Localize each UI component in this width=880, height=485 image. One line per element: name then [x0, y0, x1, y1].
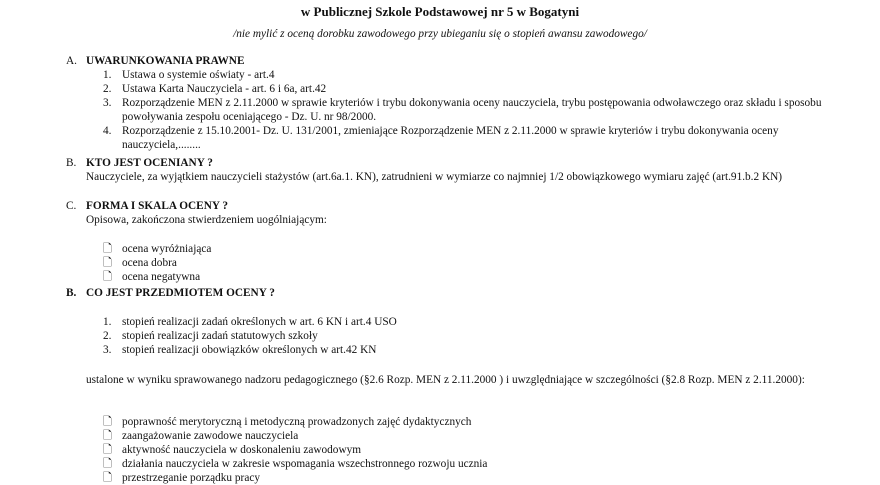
- list-item: 2. Ustawa Karta Nauczyciela - art. 6 i 6a, art.42: [103, 83, 327, 95]
- page-bullet-icon: 🗋: [103, 444, 112, 456]
- section-heading-text: KTO JEST OCENIANY ?: [86, 157, 213, 169]
- section-heading-text: UWARUNKOWANIA PRAWNE: [86, 55, 245, 67]
- list-item: 🗋 ocena negatywna: [103, 271, 201, 283]
- section-letter: B.: [66, 157, 77, 169]
- document-title: w Publicznej Szkole Podstawowej nr 5 w Bogatyni: [300, 4, 580, 19]
- assessment-subject-list: [103, 315, 823, 357]
- list-item: 3. Rozporządzenie MEN z 2.11.2000 w sprawie kryteriów i trybu dokonywania oceny nauczyciela, trybu postępowania odwoławczego oraz składu i sposobu powoływania zespołu oceniającego - Dz. U. nr 98/2000.: [103, 97, 822, 123]
- section-b-text: Nauczyciele, za wyjątkiem nauczycieli stażystów (art.6a.1. KN), zatrudnieni w wymiarze co najmniej 1/2 obowiązkowego wymiaru zajęć (art.91.b.2 KN): [86, 171, 783, 183]
- page-bullet-icon: 🗋: [103, 458, 112, 470]
- list-item: 1. stopień realizacji zadań określonych w art. 6 KN i art.4 USO: [103, 316, 397, 328]
- page-bullet-icon: 🗋: [103, 472, 112, 484]
- section-heading-text: CO JEST PRZEDMIOTEM OCENY ?: [86, 287, 275, 299]
- section-letter: B.: [66, 287, 77, 299]
- section-heading-text: FORMA I SKALA OCENY ?: [86, 200, 229, 212]
- page-bullet-icon: 🗋: [103, 243, 112, 255]
- list-item: 🗋 zaangażowanie zawodowe nauczyciela: [103, 430, 299, 442]
- page-bullet-icon: 🗋: [103, 271, 112, 283]
- document-subtitle: /nie mylić z oceną dorobku zawodowego przy ubieganiu się o stopień awansu zawodowego/: [233, 28, 647, 40]
- section-subject-text: ustalone w wyniku sprawowanego nadzoru pedagogicznego (§2.6 Rozp. MEN z 2.11.2000 ) i uwzględniające w szczególności (§2.8 Rozp. MEN z 2.11.2000):: [86, 374, 805, 386]
- rating-scale-list: [103, 242, 823, 284]
- criteria-list: [103, 415, 823, 485]
- page-bullet-icon: 🗋: [103, 257, 112, 269]
- list-item: 3. stopień realizacji obowiązków określonych w art.42 KN: [103, 344, 377, 356]
- list-item: 4. Rozporządzenie z 15.10.2001- Dz. U. 131/2001, zmieniające Rozporządzenie MEN z 2.11.2000 w sprawie kryteriów i trybu dokonywania oceny nauczyciela,........: [103, 125, 779, 151]
- legal-basis-list: [103, 68, 823, 152]
- list-item: 🗋 aktywność nauczyciela w doskonaleniu zawodowym: [103, 444, 362, 456]
- page-bullet-icon: 🗋: [103, 430, 112, 442]
- section-b-heading: [66, 156, 213, 170]
- section-letter: A.: [66, 55, 77, 67]
- section-subject-heading: [66, 286, 275, 300]
- list-item: 🗋 działania nauczyciela w zakresie wspomagania wszechstronnego rozwoju ucznia: [103, 458, 488, 470]
- section-c-heading: [66, 199, 228, 213]
- list-item: 🗋 przestrzeganie porządku pracy: [103, 472, 260, 484]
- section-c-text: Opisowa, zakończona stwierdzeniem uogólniającym:: [86, 214, 327, 226]
- section-letter: C.: [66, 200, 77, 212]
- page-bullet-icon: 🗋: [103, 416, 112, 428]
- list-item: 🗋 ocena dobra: [103, 257, 177, 269]
- list-item: 🗋 ocena wyróżniająca: [103, 243, 212, 255]
- list-item: 1. Ustawa o systemie oświaty - art.4: [103, 69, 275, 81]
- list-item: 2. stopień realizacji zadań statutowych szkoły: [103, 330, 318, 342]
- list-item: 🗋 poprawność merytoryczną i metodyczną prowadzonych zajęć dydaktycznych: [103, 416, 472, 428]
- section-a-heading: [66, 54, 244, 68]
